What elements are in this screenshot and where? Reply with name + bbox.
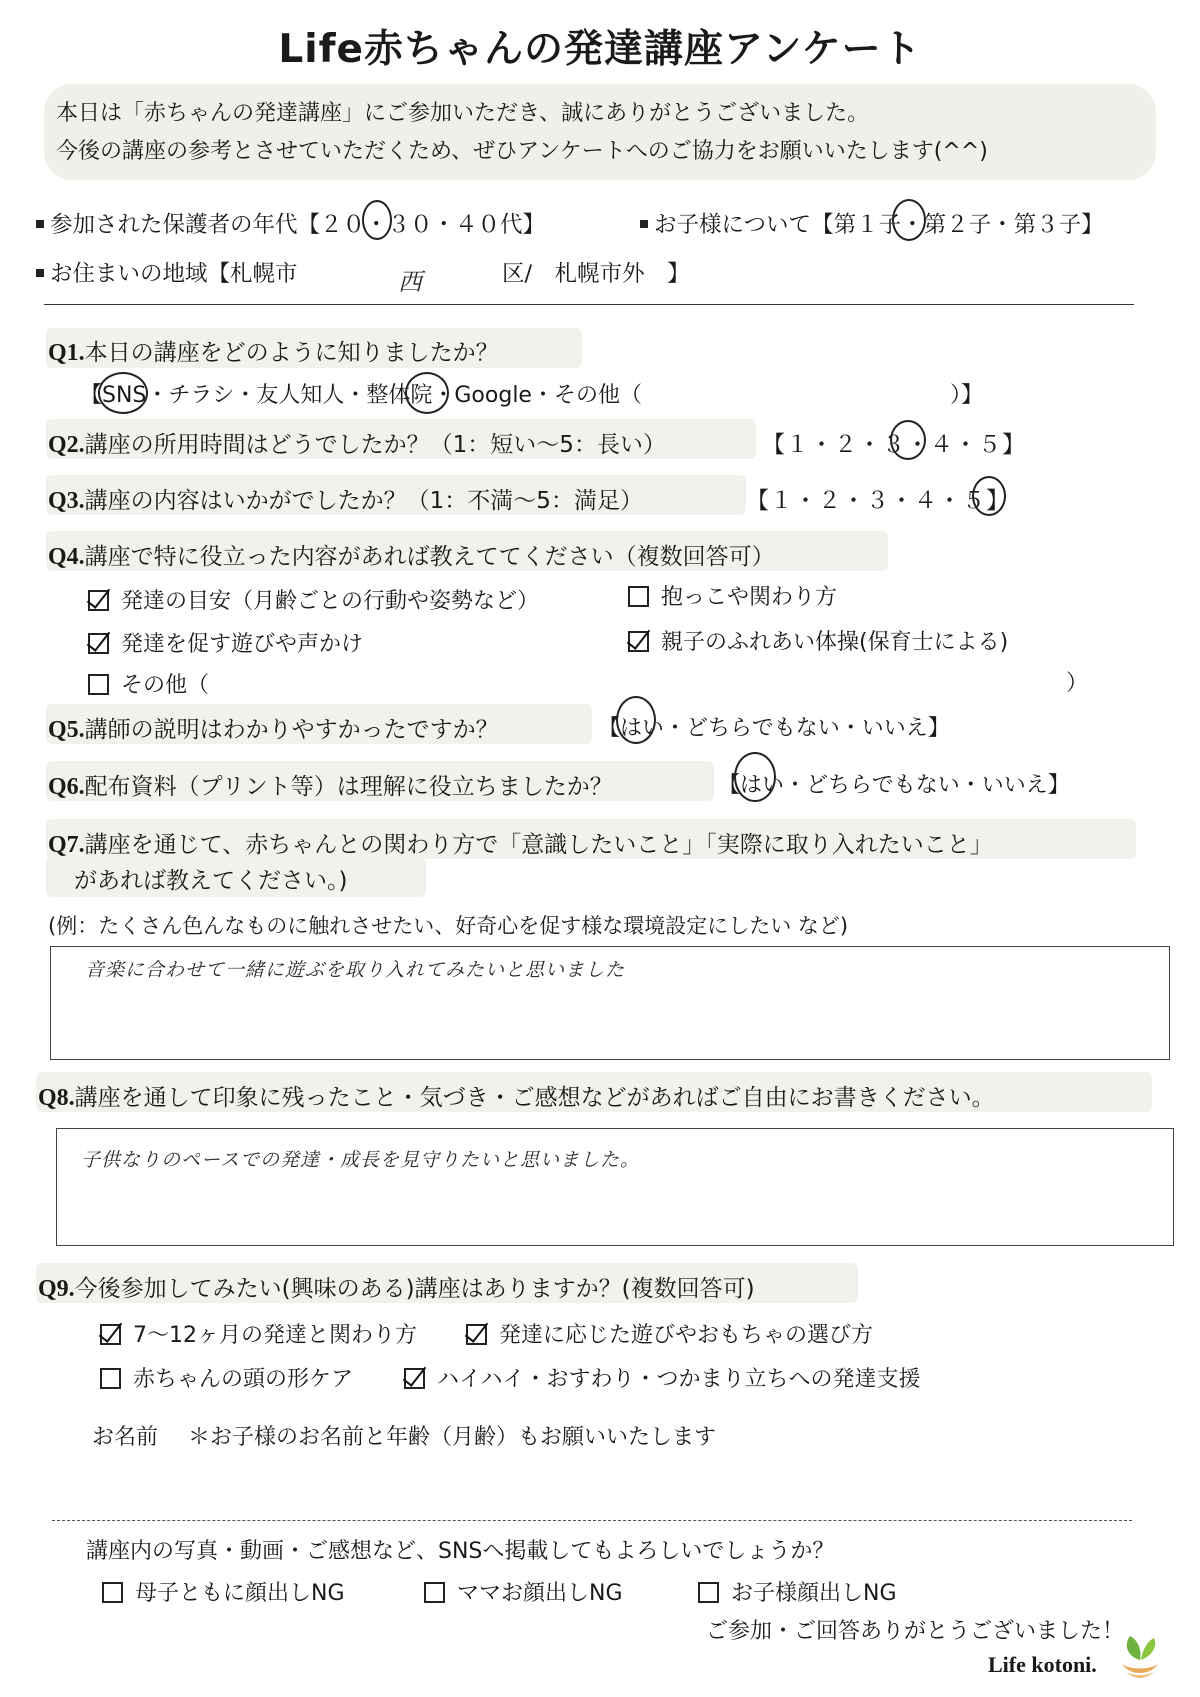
q9-option-4[interactable] <box>404 1362 921 1393</box>
area-bracket-open: 【札幌市 <box>207 261 298 287</box>
sns-option-2-label: ママお顔出しNG <box>457 1581 623 1606</box>
age-selection-circle <box>362 200 392 240</box>
q9-option-1-label: 7〜12ヶ月の発達と関わり方 <box>133 1323 417 1348</box>
q1-number: Q1. <box>48 340 85 366</box>
q4-option-2[interactable] <box>628 580 837 611</box>
q1-text: 本日の講座をどのように知りましたか？ <box>84 340 499 366</box>
q2-scale[interactable]: 【１・２・３・４・５】 <box>762 432 1026 458</box>
leaf-logo-icon <box>1116 1630 1164 1682</box>
q6-selection-circle <box>734 752 776 802</box>
q4-option-1[interactable] <box>88 584 539 615</box>
q5-text: 講師の説明はわかりやすかったですか？ <box>84 717 499 743</box>
q2-selection-circle <box>890 420 926 460</box>
dashed-divider <box>52 1520 1132 1521</box>
q2-question <box>48 426 666 459</box>
q8-answer-text: 子供なりのペースでの発達・成長を見守りたいと思いました。 <box>81 1149 641 1171</box>
q4-option-2-label: 抱っこや関わり方 <box>661 585 838 610</box>
area-handwritten-answer[interactable]: 西 <box>398 268 423 296</box>
bullet-icon <box>640 220 648 228</box>
sns-option-3[interactable] <box>698 1576 897 1607</box>
q8-question <box>38 1079 995 1112</box>
checkbox-checked-icon[interactable] <box>628 631 649 652</box>
q8-answer-box[interactable] <box>56 1128 1174 1246</box>
thanks-message: ご参加・ご回答ありがとうございました！ <box>706 1619 1125 1644</box>
q7-text-line2: があれば教えてください。) <box>74 868 348 894</box>
q5-selection-circle <box>616 696 656 744</box>
q9-number: Q9. <box>38 1276 75 1302</box>
q4-other-close: ） <box>1066 671 1089 696</box>
q6-options[interactable]: 【はい・どちらでもない・いいえ】 <box>718 773 1070 798</box>
checkbox-icon[interactable] <box>88 674 109 695</box>
q7-answer-box[interactable] <box>50 946 1170 1060</box>
area-rest: 区/ 札幌市外 】 <box>502 261 690 287</box>
q6-text: 配布資料（プリント等）は理解に役立ちましたか？ <box>84 774 613 800</box>
q3-scale[interactable]: 【１・２・３・４・５】 <box>746 488 1010 514</box>
q1-clinic-circle <box>405 372 449 414</box>
q4-option-5[interactable] <box>88 668 209 699</box>
sns-option-1[interactable] <box>102 1576 345 1607</box>
q5-number: Q5. <box>48 717 85 743</box>
q6-question <box>48 768 613 801</box>
q9-option-1[interactable] <box>100 1318 417 1349</box>
checkbox-checked-icon[interactable] <box>100 1324 121 1345</box>
q5-question <box>48 711 499 744</box>
brand-name: Life kotoni. <box>988 1652 1097 1677</box>
area-row <box>36 256 298 288</box>
q7-example: (例：たくさん色んなものに触れさせたい、好奇心を促す様な環境設定にしたい など) <box>48 914 849 938</box>
q4-option-1-label: 発達の目安（月齢ごとの行動や姿勢など） <box>121 589 540 614</box>
area-label: お住まいの地域 <box>50 261 208 287</box>
intro-line-1: 本日は「赤ちゃんの発達講座」にご参加いただき、誠にありがとうございました。 <box>56 101 870 126</box>
q2-text: 講座の所用時間はどうでしたか？（1：短い〜5：長い） <box>84 432 666 458</box>
sns-option-3-label: お子様顔出しNG <box>731 1581 897 1606</box>
checkbox-icon[interactable] <box>100 1368 121 1389</box>
bullet-icon <box>36 220 44 228</box>
child-selection-circle <box>892 199 926 241</box>
q4-option-3[interactable] <box>88 627 363 658</box>
q9-question <box>38 1270 755 1303</box>
q3-text: 講座の内容はいかがでしたか？（1：不満〜5：満足） <box>84 488 643 514</box>
q4-option-4[interactable] <box>628 625 1008 656</box>
q3-number: Q3. <box>48 488 85 514</box>
name-note: ＊お子様のお名前と年齢（月齢）もお願いいたします <box>188 1425 717 1450</box>
q2-number: Q2. <box>48 432 85 458</box>
q1-question <box>48 334 499 367</box>
name-row <box>92 1420 716 1451</box>
age-row <box>36 207 545 239</box>
checkbox-checked-icon[interactable] <box>88 633 109 654</box>
name-label: お名前 <box>92 1425 159 1450</box>
intro-box <box>44 84 1156 180</box>
q9-option-3-label: 赤ちゃんの頭の形ケア <box>133 1367 354 1392</box>
q8-number: Q8. <box>38 1085 75 1111</box>
age-label: 参加された保護者の年代 <box>50 212 298 238</box>
q3-selection-circle <box>972 476 1006 516</box>
q7-text-line1: 講座を通じて、赤ちゃんとの関わり方で「意識したいこと」「実際に取り入れたいこと」 <box>84 832 993 858</box>
child-options[interactable]: 【第１子・第２子・第３子】 <box>811 212 1104 238</box>
q1-sns-circle <box>98 372 148 414</box>
section-divider <box>44 304 1134 305</box>
checkbox-icon[interactable] <box>628 586 649 607</box>
intro-line-2: 今後の講座の参考とさせていただくため、ぜひアンケートへのご協力をお願いいたします(^^) <box>56 139 988 164</box>
checkbox-icon[interactable] <box>698 1582 719 1603</box>
q4-option-4-label: 親子のふれあい体操(保育士による) <box>661 630 1009 655</box>
q9-option-2-label: 発達に応じた遊びやおもちゃの選び方 <box>499 1323 874 1348</box>
q4-option-5-label: その他（ <box>121 673 210 698</box>
q8-text: 講座を通して印象に残ったこと・気づき・ご感想などがあればご自由にお書きください。 <box>74 1085 995 1111</box>
checkbox-checked-icon[interactable] <box>466 1324 487 1345</box>
checkbox-icon[interactable] <box>424 1582 445 1603</box>
child-row <box>640 207 1104 239</box>
sns-option-2[interactable] <box>424 1576 623 1607</box>
q9-option-2[interactable] <box>466 1318 873 1349</box>
checkbox-icon[interactable] <box>102 1582 123 1603</box>
age-options[interactable]: 【２０・３０・４０代】 <box>297 212 546 238</box>
q9-option-4-label: ハイハイ・おすわり・つかまり立ちへの発達支援 <box>437 1367 921 1392</box>
sns-question: 講座内の写真・動画・ご感想など、SNSへ掲載してもよろしいでしょうか？ <box>86 1539 835 1564</box>
q7-answer-text: 音楽に合わせて一緒に遊ぶを取り入れてみたいと思いました <box>85 959 626 981</box>
page-title: Life赤ちゃんの発達講座アンケート <box>278 27 922 72</box>
q9-text: 今後参加してみたい(興味のある)講座はありますか？(複数回答可) <box>74 1276 755 1302</box>
q4-text: 講座で特に役立った内容があれば教えててください（複数回答可） <box>84 544 775 570</box>
checkbox-checked-icon[interactable] <box>404 1368 425 1389</box>
q4-option-3-label: 発達を促す遊びや声かけ <box>121 632 364 657</box>
bullet-icon <box>36 269 44 277</box>
q4-number: Q4. <box>48 544 85 570</box>
q7-question <box>48 826 993 859</box>
q3-question <box>48 482 643 515</box>
q4-question <box>48 538 775 571</box>
checkbox-checked-icon[interactable] <box>88 590 109 611</box>
q7-number: Q7. <box>48 832 85 858</box>
q9-option-3[interactable] <box>100 1362 353 1393</box>
q5-options[interactable]: 【はい・どちらでもない・いいえ】 <box>598 716 950 741</box>
child-label: お子様について <box>654 212 812 238</box>
q1-options[interactable]: 【SNS・チラシ・友人知人・整体院・Google・その他（ ）】 <box>80 383 983 408</box>
sns-option-1-label: 母子ともに顔出しNG <box>135 1581 345 1606</box>
q6-number: Q6. <box>48 774 85 800</box>
